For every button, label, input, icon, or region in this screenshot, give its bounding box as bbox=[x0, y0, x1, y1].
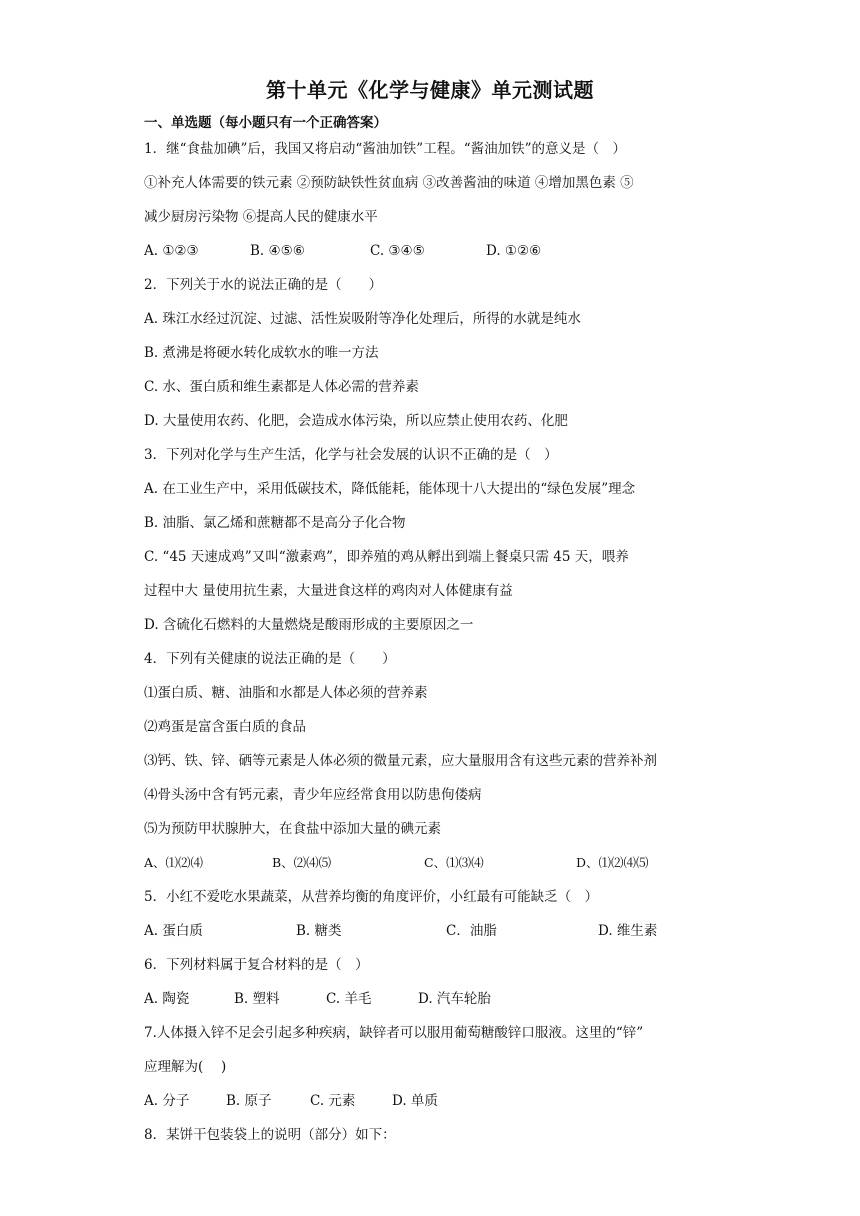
question-4-option-c: C、⑴⑶⑷ bbox=[424, 855, 484, 870]
question-4-statement-2: ⑵鸡蛋是富含蛋白质的食品 bbox=[144, 719, 306, 735]
question-7-stem-line2: 应理解为( ) bbox=[144, 1059, 227, 1075]
question-4-statement-3: ⑶钙、铁、锌、硒等元素是人体必须的微量元素，应大量服用含有这些元素的营养补剂 bbox=[144, 753, 657, 769]
question-5-stem: 5．小红不爱吃水果蔬菜，从营养均衡的角度评价，小红最有可能缺乏（ ） bbox=[144, 889, 599, 905]
question-3-option-d: D. 含硫化石燃料的大量燃烧是酸雨形成的主要原因之一 bbox=[144, 617, 474, 633]
page-title: 第十单元《化学与健康》单元测试题 bbox=[266, 78, 594, 102]
question-1-option-a: A. ①②③ bbox=[144, 243, 199, 259]
question-7-stem-line1: 7.人体摄入锌不足会引起多种疾病，缺锌者可以服用葡萄糖酸锌口服液。这里的“锌” bbox=[144, 1025, 644, 1041]
section-heading: 一、单选题（每小题只有一个正确答案） bbox=[144, 115, 387, 131]
question-6-stem: 6．下列材料属于复合材料的是（ ） bbox=[144, 957, 369, 973]
question-3-option-b: B. 油脂、氯乙烯和蔗糖都不是高分子化合物 bbox=[144, 515, 406, 531]
question-5-option-b: B. 糖类 bbox=[296, 923, 342, 939]
question-4-statement-5: ⑸为预防甲状腺肿大，在食盐中添加大量的碘元素 bbox=[144, 821, 441, 837]
question-5-option-a: A. 蛋白质 bbox=[144, 923, 203, 939]
question-3-option-c-line2: 过程中大 量使用抗生素，大量进食这样的鸡肉对人体健康有益 bbox=[144, 583, 513, 599]
question-4-statement-4: ⑷骨头汤中含有钙元素，青少年应经常食用以防患佝偻病 bbox=[144, 787, 482, 803]
question-1-option-d: D. ①②⑥ bbox=[486, 243, 542, 259]
question-4-stem: 4．下列有关健康的说法正确的是（ ） bbox=[144, 651, 396, 667]
question-1-stem-line1: 1．继“食盐加碘”后，我国又将启动“酱油加铁”工程。“酱油加铁”的意义是（ ） bbox=[144, 141, 626, 157]
question-4-statement-1: ⑴蛋白质、糖、油脂和水都是人体必须的营养素 bbox=[144, 685, 428, 701]
question-1-stem-line3: 减少厨房污染物 ⑥提高人民的健康水平 bbox=[144, 209, 378, 225]
question-7-option-a: A. 分子 bbox=[144, 1093, 190, 1109]
question-1-option-c: C. ③④⑤ bbox=[370, 243, 425, 259]
question-2-option-d: D. 大量使用农药、化肥，会造成水体污染，所以应禁止使用农药、化肥 bbox=[144, 413, 568, 429]
question-5-option-d: D. 维生素 bbox=[598, 923, 658, 939]
question-1-option-b: B. ④⑤⑥ bbox=[250, 243, 305, 259]
question-3-option-a: A. 在工业生产中，采用低碳技术，降低能耗，能体现十八大提出的“绿色发展”理念 bbox=[144, 481, 636, 497]
question-7-option-c: C. 元素 bbox=[310, 1093, 356, 1109]
question-2-stem: 2．下列关于水的说法正确的是（ ） bbox=[144, 277, 383, 293]
question-2-option-c: C. 水、蛋白质和维生素都是人体必需的营养素 bbox=[144, 379, 419, 395]
question-4-option-d: D、⑴⑵⑷⑸ bbox=[576, 855, 649, 870]
question-6-option-b: B. 塑料 bbox=[234, 991, 280, 1007]
question-3-stem: 3．下列对化学与生产生活，化学与社会发展的认识不正确的是（ ） bbox=[144, 447, 558, 463]
question-6-option-d: D. 汽车轮胎 bbox=[418, 991, 491, 1007]
question-6-option-c: C. 羊毛 bbox=[326, 991, 372, 1007]
question-7-option-d: D. 单质 bbox=[392, 1093, 438, 1109]
question-6-option-a: A. 陶瓷 bbox=[144, 991, 190, 1007]
question-7-option-b: B. 原子 bbox=[226, 1093, 272, 1109]
question-5-option-c: C．油脂 bbox=[446, 923, 497, 939]
question-2-option-a: A. 珠江水经过沉淀、过滤、活性炭吸附等净化处理后，所得的水就是纯水 bbox=[144, 311, 581, 327]
question-3-option-c-line1: C. “45 天速成鸡”又叫“激素鸡”，即养殖的鸡从孵出到端上餐桌只需 45 天，喂养 bbox=[144, 549, 629, 565]
question-2-option-b: B. 煮沸是将硬水转化成软水的唯一方法 bbox=[144, 345, 379, 361]
question-8-stem: 8．某饼干包装袋上的说明（部分）如下： bbox=[144, 1127, 396, 1143]
question-4-option-b: B、⑵⑷⑸ bbox=[272, 855, 332, 870]
question-4-option-a: A、⑴⑵⑷ bbox=[144, 855, 204, 870]
question-1-stem-line2: ①补充人体需要的铁元素 ②预防缺铁性贫血病 ③改善酱油的味道 ④增加黑色素 ⑤ bbox=[144, 175, 634, 191]
